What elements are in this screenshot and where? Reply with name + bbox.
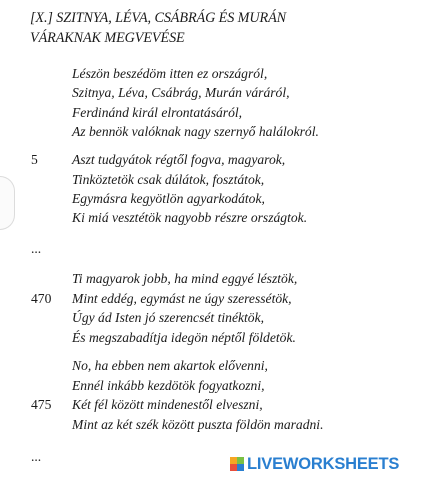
logo-tile [237, 457, 244, 464]
brand-text: LIVEWORKSHEETS [247, 454, 400, 473]
verse-line: Tinköztetök csak dúlátok, fosztátok, [72, 172, 265, 187]
omission-ellipsis: ... [31, 449, 42, 464]
logo-tile [237, 464, 244, 471]
verse-line: Az bennök valóknak nagy szernyő halálokról. [72, 124, 319, 139]
verse-line: Ennél inkább kezdötök fogyatkozni, [72, 378, 265, 393]
title-line-2: VÁRAKNAK MEGVEVÉSE [30, 30, 185, 46]
line-number: 5 [31, 152, 38, 167]
verse-line: Két fél között mindenestől elveszni, [72, 397, 263, 412]
verse-line: Úgy ád Isten jó szerencsét tinéktök, [72, 310, 265, 325]
title-line-1: [X.] SZITNYA, LÉVA, CSÁBRÁG ÉS MURÁN [30, 10, 287, 26]
verse-line: Aszt tudgyátok régtől fogva, magyarok, [72, 152, 286, 167]
verse-line: És megszabadítja idegön néptől földetök. [72, 330, 296, 345]
verse-line: Ti magyarok jobb, ha mind eggyé lésztök, [72, 271, 298, 286]
logo-tile [230, 464, 237, 471]
verse-line: Ki miá vesztétök nagyobb részre országtok. [72, 210, 308, 225]
verse-line: Szitnya, Léva, Csábrág, Murán váráról, [72, 85, 290, 100]
liveworksheets-brand[interactable] [230, 455, 399, 473]
verse-line: Ferdinánd királ elrontatásáról, [72, 105, 243, 120]
side-scroll-handle[interactable] [0, 176, 15, 230]
verse-line: Mint eddég, egymást ne úgy szeressétök, [72, 291, 292, 306]
verse-line: Egymásra kegyötlön agyarkodátok, [72, 191, 265, 206]
liveworksheets-logo-icon [230, 457, 244, 471]
omission-ellipsis: ... [31, 241, 42, 256]
verse-line: No, ha ebben nem akartok elővenni, [72, 358, 268, 373]
line-number: 475 [31, 397, 52, 412]
verse-line: Lészön beszédöm itten ez országról, [72, 66, 268, 81]
logo-tile [230, 457, 237, 464]
verse-line: Mint az két szék között puszta földön maradni. [72, 417, 324, 432]
line-number: 470 [31, 291, 52, 306]
poem-title [30, 8, 286, 48]
